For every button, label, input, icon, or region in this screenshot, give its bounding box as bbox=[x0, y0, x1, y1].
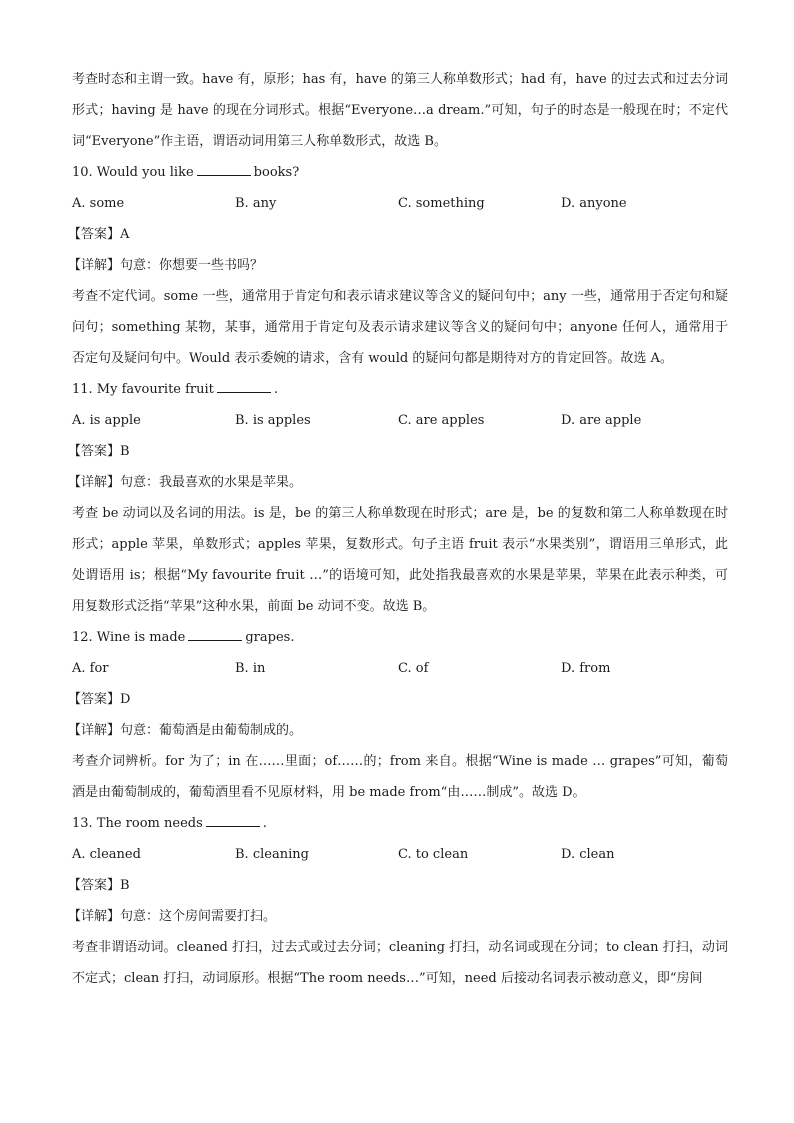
question-stem-text: 11. My favourite fruit bbox=[72, 382, 214, 397]
document-page bbox=[68, 64, 728, 994]
option-a: A. is apple bbox=[72, 413, 141, 428]
question-stem-text: 12. Wine is made bbox=[72, 630, 186, 645]
question-stem-text: . bbox=[273, 382, 279, 397]
question-stem-text: 10. Would you like bbox=[72, 165, 194, 180]
question-11-answer: 【答案】B bbox=[68, 444, 130, 459]
question-stem-text: 13. The room needs bbox=[72, 816, 203, 831]
answer-blank bbox=[188, 628, 242, 641]
option-d: D. clean bbox=[561, 847, 615, 862]
question-12-detail: 【详解】句意：葡萄酒是由葡萄制成的。 bbox=[68, 723, 303, 738]
question-12-options bbox=[72, 653, 728, 684]
question-10-stem bbox=[72, 157, 728, 188]
question-stem-text: books? bbox=[253, 165, 300, 180]
question-13-explanation: 考查非谓语动词。cleaned 打扫，过去式或过去分词；cleaning 打扫，动名词或现在分词；to clean 打扫，动词不定式；clean 打扫，动词原形。根据“The room needs…”可知，need 后接动名词表示被动意义，即“房间 bbox=[72, 940, 728, 986]
question-13-detail: 【详解】句意：这个房间需要打扫。 bbox=[68, 909, 277, 924]
option-c: C. to clean bbox=[398, 847, 469, 862]
option-a: A. for bbox=[72, 661, 109, 676]
option-d: D. are apple bbox=[561, 413, 642, 428]
question-stem-text: grapes. bbox=[245, 630, 295, 645]
question-13-stem bbox=[72, 808, 728, 839]
question-10-explanation: 考查不定代词。some 一些，通常用于肯定句和表示请求建议等含义的疑问句中；any 一些，通常用于否定句和疑问句；something 某物，某事，通常用于肯定句及表示请求建议等含义的疑问句中；anyone 任何人，通常用于否定句及疑问句中。Would 表示委婉的请求，含有 would 的疑问句都是期待对方的肯定回答。故选 A。 bbox=[72, 289, 728, 366]
option-b: B. in bbox=[235, 661, 266, 676]
question-12-explanation: 考查介词辨析。for 为了；in 在……里面；of……的；from 来自。根据“Wine is made … grapes”可知，葡萄酒是由葡萄制成的，葡萄酒里看不见原材料，用 be made from“由……制成”。故选 D。 bbox=[72, 754, 728, 800]
answer-blank bbox=[197, 163, 251, 176]
option-b: B. cleaning bbox=[235, 847, 309, 862]
option-c: C. of bbox=[398, 661, 429, 676]
option-d: D. anyone bbox=[561, 196, 627, 211]
option-d: D. from bbox=[561, 661, 611, 676]
question-11-stem bbox=[72, 374, 728, 405]
question-13-options bbox=[72, 839, 728, 870]
question-12-answer: 【答案】D bbox=[68, 692, 131, 707]
answer-blank bbox=[217, 380, 271, 393]
question-11-detail: 【详解】句意：我最喜欢的水果是苹果。 bbox=[68, 475, 303, 490]
question-12-stem bbox=[72, 622, 728, 653]
option-c: C. are apples bbox=[398, 413, 485, 428]
option-b: B. is apples bbox=[235, 413, 311, 428]
answer-blank bbox=[206, 814, 260, 827]
option-a: A. some bbox=[72, 196, 125, 211]
question-13-answer: 【答案】B bbox=[68, 878, 130, 893]
question-10-options bbox=[72, 188, 728, 219]
intro-explanation: 考查时态和主谓一致。have 有，原形；has 有，have 的第三人称单数形式；had 有，have 的过去式和过去分词形式；having 是 have 的现在分词形式。根据“Everyone…a dream.”可知，句子的时态是一般现在时；不定代词“Everyone”作主语，谓语动词用第三人称单数形式，故选 B。 bbox=[72, 72, 728, 149]
question-11-explanation: 考查 be 动词以及名词的用法。is 是，be 的第三人称单数现在时形式；are 是，be 的复数和第二人称单数现在时形式；apple 苹果，单数形式；apples 苹果，复数形式。句子主语 fruit 表示“水果类别”，谓语用三单形式，此处谓语用 is；根据“My favourite fruit …”的语境可知，此处指我最喜欢的水果是苹果，苹果在此表示种类，可用复数形式泛指“苹果”这种水果，前面 be 动词不变。故选 B。 bbox=[72, 506, 728, 614]
question-11-options bbox=[72, 405, 728, 436]
question-stem-text: . bbox=[262, 816, 267, 831]
option-b: B. any bbox=[235, 196, 277, 211]
question-10-detail: 【详解】句意：你想要一些书吗？ bbox=[68, 258, 264, 273]
option-a: A. cleaned bbox=[72, 847, 141, 862]
question-10-answer: 【答案】A bbox=[68, 227, 130, 242]
option-c: C. something bbox=[398, 196, 485, 211]
